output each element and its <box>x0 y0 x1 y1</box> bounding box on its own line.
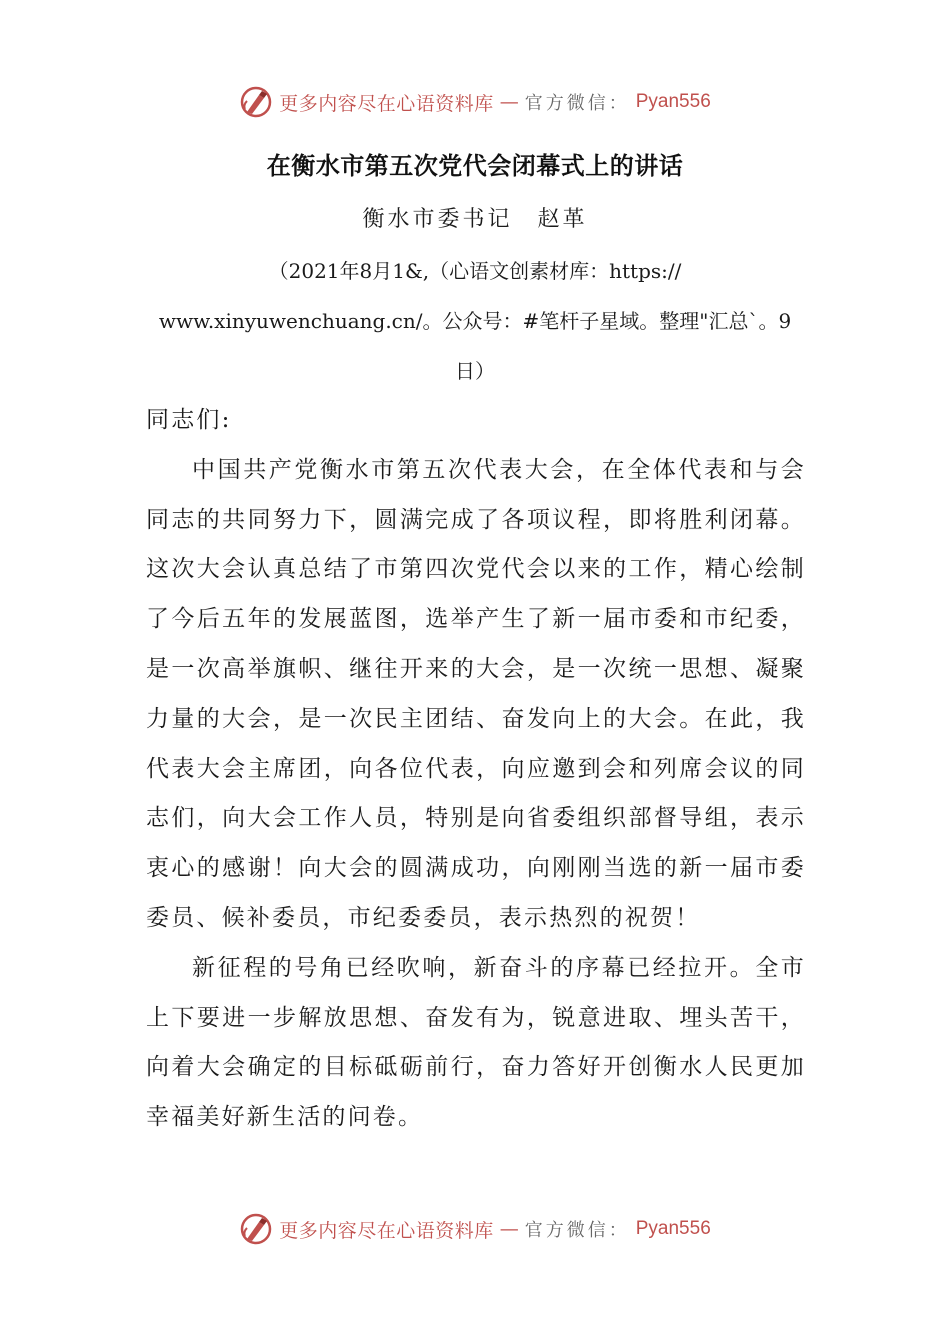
pen-logo-icon <box>239 1212 273 1246</box>
banner-wechat-id: Pyan556 <box>635 91 711 112</box>
paragraph-2: 新征程的号角已经吹响，新奋斗的序幕已经拉开。全市上下要进一步解放思想、奋发有为，锐意进取、埋头苦干，向着大会确定的目标砥砺前行，奋力答好开创衡水人民更加幸福美好新生活的问卷。 <box>146 954 806 1131</box>
pen-logo-icon <box>239 85 273 119</box>
salutation: 同志们: <box>146 407 232 433</box>
header-banner <box>0 82 950 122</box>
paragraph-1: 中国共产党衡水市第五次代表大会，在全体代表和与会同志的共同努力下，圆满完成了各项议程，即将胜利闭幕。这次大会认真总结了市第四次党代会以来的工作，精心绘制了今后五年的发展蓝图，选举产生了新一届市委和市纪委，是一次高举旗帜、继往开来的大会，是一次统一思想、凝聚力量的大会，是一次民主团结、奋发向上的大会。在此，我代表大会主席团，向各位代表，向应邀到会和列席会议的同志们，向大会工作人员，特别是向省委组织部督导组，表示衷心的感谢！向大会的圆满成功，向刚刚当选的新一届市委委员、候补委员，市纪委委员，表示热烈的祝贺！ <box>146 456 806 931</box>
banner-side-text: 官方微信： <box>524 1220 630 1241</box>
banner-main-text: 更多内容尽在心语资料库 <box>279 1219 494 1242</box>
banner-main-text: 更多内容尽在心语资料库 <box>279 92 494 115</box>
date-line-1: （2021年8月1&,（心语文创素材库：https:// <box>268 259 682 283</box>
banner-separator: — <box>499 91 519 113</box>
date-line-2: www.xinyuwenchuang.cn/。公众号：#笔杆子星域。整理"汇总`。9 <box>158 309 792 333</box>
banner-separator: — <box>499 1218 519 1240</box>
document-title: 在衡水市第五次党代会闭幕式上的讲话 <box>266 151 684 180</box>
banner-side-text: 官方微信： <box>524 93 630 114</box>
document-body <box>146 396 806 1143</box>
banner-wechat-id: Pyan556 <box>635 1218 711 1239</box>
date-line-3: 日） <box>455 359 495 383</box>
document-author: 衡水市委书记 赵革 <box>362 207 588 232</box>
footer-banner <box>0 1209 950 1249</box>
